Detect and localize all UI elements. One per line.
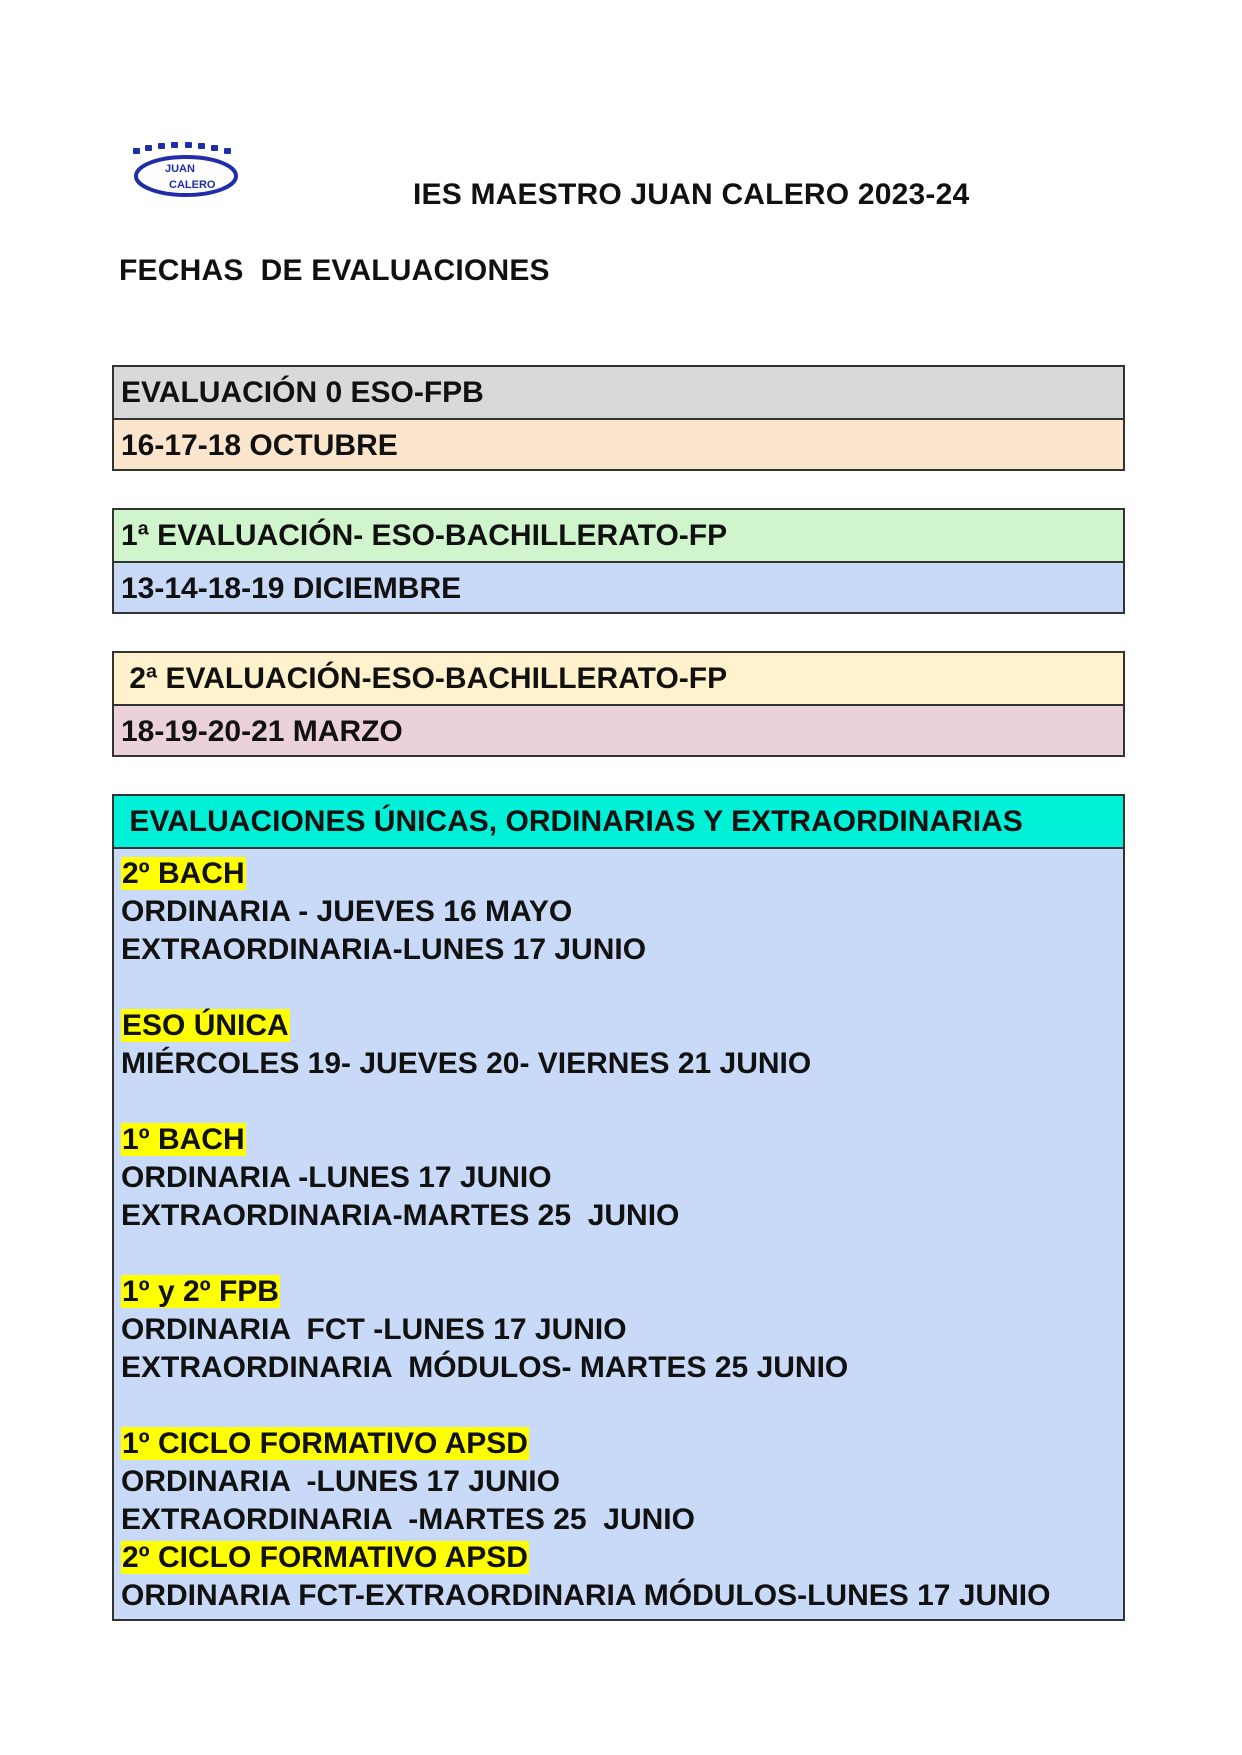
group-label: 1º y 2º FPB: [122, 1275, 279, 1308]
group-1-bach: [121, 1121, 1123, 1235]
group-line: EXTRAORDINARIA -MARTES 25 JUNIO: [121, 1503, 695, 1536]
group-label: 2º BACH: [122, 857, 245, 890]
eval-2-header: 2ª EVALUACIÓN-ESO-BACHILLERATO-FP: [114, 653, 1123, 704]
group-label: 1º BACH: [122, 1123, 245, 1156]
group-label: 2º CICLO FORMATIVO APSD: [122, 1541, 528, 1574]
group-2-ciclo-apsd: [121, 1539, 1123, 1615]
group-line: ORDINARIA FCT-EXTRAORDINARIA MÓDULOS-LUNES 17 JUNIO: [121, 1579, 1051, 1612]
eval-0-header: EVALUACIÓN 0 ESO-FPB: [114, 367, 1123, 418]
group-fpb: [121, 1273, 1123, 1387]
group-line: ORDINARIA -LUNES 17 JUNIO: [121, 1161, 552, 1194]
group-line: MIÉRCOLES 19- JUEVES 20- VIERNES 21 JUNIO: [121, 1047, 812, 1080]
final-evals-header: EVALUACIONES ÚNICAS, ORDINARIAS Y EXTRAORDINARIAS: [114, 796, 1123, 847]
group-line: ORDINARIA FCT -LUNES 17 JUNIO: [121, 1313, 627, 1346]
eval-0-table: [112, 365, 1125, 471]
eval-2-table: [112, 651, 1125, 757]
eval-0-dates: 16-17-18 OCTUBRE: [114, 418, 1123, 469]
final-evals-body: [114, 847, 1123, 1619]
school-logo: [131, 138, 244, 198]
group-label: ESO ÚNICA: [122, 1009, 289, 1042]
eval-2-dates: 18-19-20-21 MARZO: [114, 704, 1123, 755]
group-line: ORDINARIA -LUNES 17 JUNIO: [121, 1465, 560, 1498]
eval-1-dates: 13-14-18-19 DICIEMBRE: [114, 561, 1123, 612]
page-title: IES MAESTRO JUAN CALERO 2023-24: [413, 178, 970, 211]
eval-1-header: 1ª EVALUACIÓN- ESO-BACHILLERATO-FP: [114, 510, 1123, 561]
group-2-bach: [121, 855, 1123, 969]
group-1-ciclo-apsd: [121, 1425, 1123, 1539]
final-evals-table: [112, 794, 1125, 1621]
page-subtitle: FECHAS DE EVALUACIONES: [119, 254, 550, 287]
logo-decoration-icon: [133, 142, 231, 154]
logo-text-top: JUAN: [165, 163, 195, 175]
group-label: 1º CICLO FORMATIVO APSD: [122, 1427, 528, 1460]
group-line: EXTRAORDINARIA-MARTES 25 JUNIO: [121, 1199, 680, 1232]
group-line: ORDINARIA - JUEVES 16 MAYO: [121, 895, 573, 928]
group-line: EXTRAORDINARIA MÓDULOS- MARTES 25 JUNIO: [121, 1351, 849, 1384]
logo-text-bottom: CALERO: [169, 179, 216, 191]
eval-1-table: [112, 508, 1125, 614]
group-line: EXTRAORDINARIA-LUNES 17 JUNIO: [121, 933, 647, 966]
group-eso-unica: [121, 1007, 1123, 1083]
